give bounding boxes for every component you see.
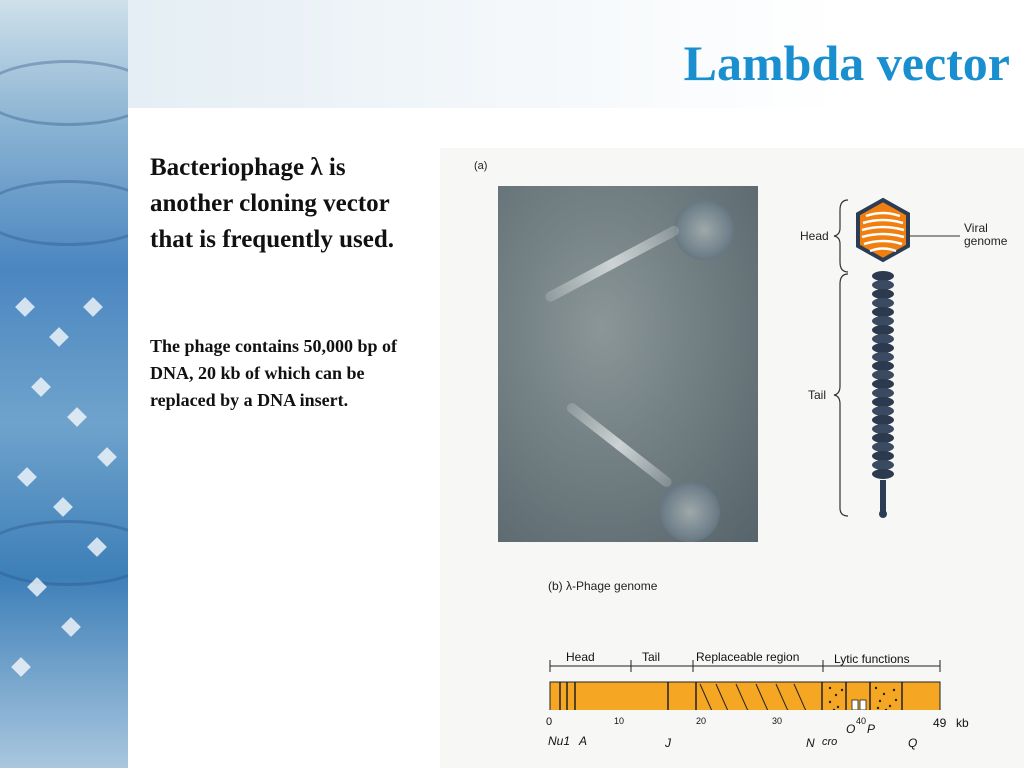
viral-genome-label [964, 222, 1007, 248]
phage-tail-top [544, 224, 681, 303]
decorative-chip [67, 407, 87, 427]
electron-micrograph [498, 186, 758, 542]
gene-p: P [867, 722, 876, 736]
tail-ring [872, 370, 894, 380]
slide-title: Lambda vector [683, 35, 1010, 91]
tail-ring [872, 271, 894, 281]
region-tail: Tail [642, 650, 661, 664]
phage-tail-bottom [565, 401, 674, 489]
tail-ring [872, 424, 894, 434]
decorative-wave [0, 60, 128, 126]
genome-bar [550, 682, 940, 710]
decorative-chip [61, 617, 81, 637]
tail-ring [872, 397, 894, 407]
tail-ring [872, 325, 894, 335]
body-paragraph: The phage contains 50,000 bp of DNA, 20 kb of which can be replaced by a DNA insert. [150, 336, 398, 410]
phage-head-bottom [660, 482, 720, 542]
phage-head-top [674, 200, 734, 260]
tick-49: 49 [933, 716, 947, 730]
tail-ring [872, 442, 894, 452]
gene-a: A [579, 734, 588, 748]
decorative-chip [97, 447, 117, 467]
gene-cro: cro [822, 736, 838, 748]
tail-rings [872, 271, 894, 479]
gene-q: Q [908, 736, 918, 750]
tail-ring [872, 469, 894, 479]
decorative-chip [11, 657, 31, 677]
region-replaceable: Replaceable region [696, 650, 800, 664]
viral-genome-label-line2: genome [964, 234, 1008, 248]
tail-ring [872, 334, 894, 344]
region-lytic: Lytic functions [834, 652, 910, 666]
tick-0: 0 [546, 716, 553, 728]
tick-20: 20 [696, 716, 707, 726]
tail-ring [872, 379, 894, 389]
tail-ring [872, 343, 894, 353]
decorative-wave [0, 180, 128, 246]
tail-label: Tail [808, 388, 827, 402]
kb-unit: kb [956, 716, 969, 730]
head-label: Head [800, 229, 829, 243]
panel-b-label: (b) λ-Phage genome [548, 579, 658, 593]
tail-ring [872, 361, 894, 371]
decorative-chip [15, 297, 35, 317]
panel-a-label: (a) [474, 160, 488, 172]
tail-ring [872, 280, 894, 290]
tail-brace [834, 274, 848, 516]
decorative-chip [49, 327, 69, 347]
tail-ring [872, 352, 894, 362]
decorative-left-band [0, 0, 128, 768]
tail-ring [872, 460, 894, 470]
gene-j: J [665, 736, 671, 750]
viral-genome-label-line1: Viral [964, 221, 988, 235]
decorative-wave [0, 520, 128, 586]
decorative-chip [83, 297, 103, 317]
decorative-chip [53, 497, 73, 517]
tail-ring [872, 433, 894, 443]
tick-10: 10 [614, 716, 625, 726]
decorative-chip [31, 377, 51, 397]
tail-fiber [880, 480, 886, 512]
region-head: Head [566, 650, 595, 664]
decorative-chip [17, 467, 37, 487]
tail-ring [872, 415, 894, 425]
tail-ring [872, 316, 894, 326]
tail-tip [879, 510, 887, 518]
gene-nu1: Nu1 [548, 734, 571, 748]
tick-40: 40 [856, 716, 867, 726]
gene-n: N [806, 736, 815, 750]
tail-ring [872, 307, 894, 317]
lead-paragraph: Bacteriophage λ is another cloning vector that is frequently used. [150, 154, 395, 253]
head-brace [834, 200, 848, 272]
gene-o: O [846, 722, 856, 736]
tail-ring [872, 388, 894, 398]
tail-ring [872, 289, 894, 299]
tick-30: 30 [772, 716, 783, 726]
tail-ring [872, 406, 894, 416]
tail-ring [872, 451, 894, 461]
tail-ring [872, 298, 894, 308]
